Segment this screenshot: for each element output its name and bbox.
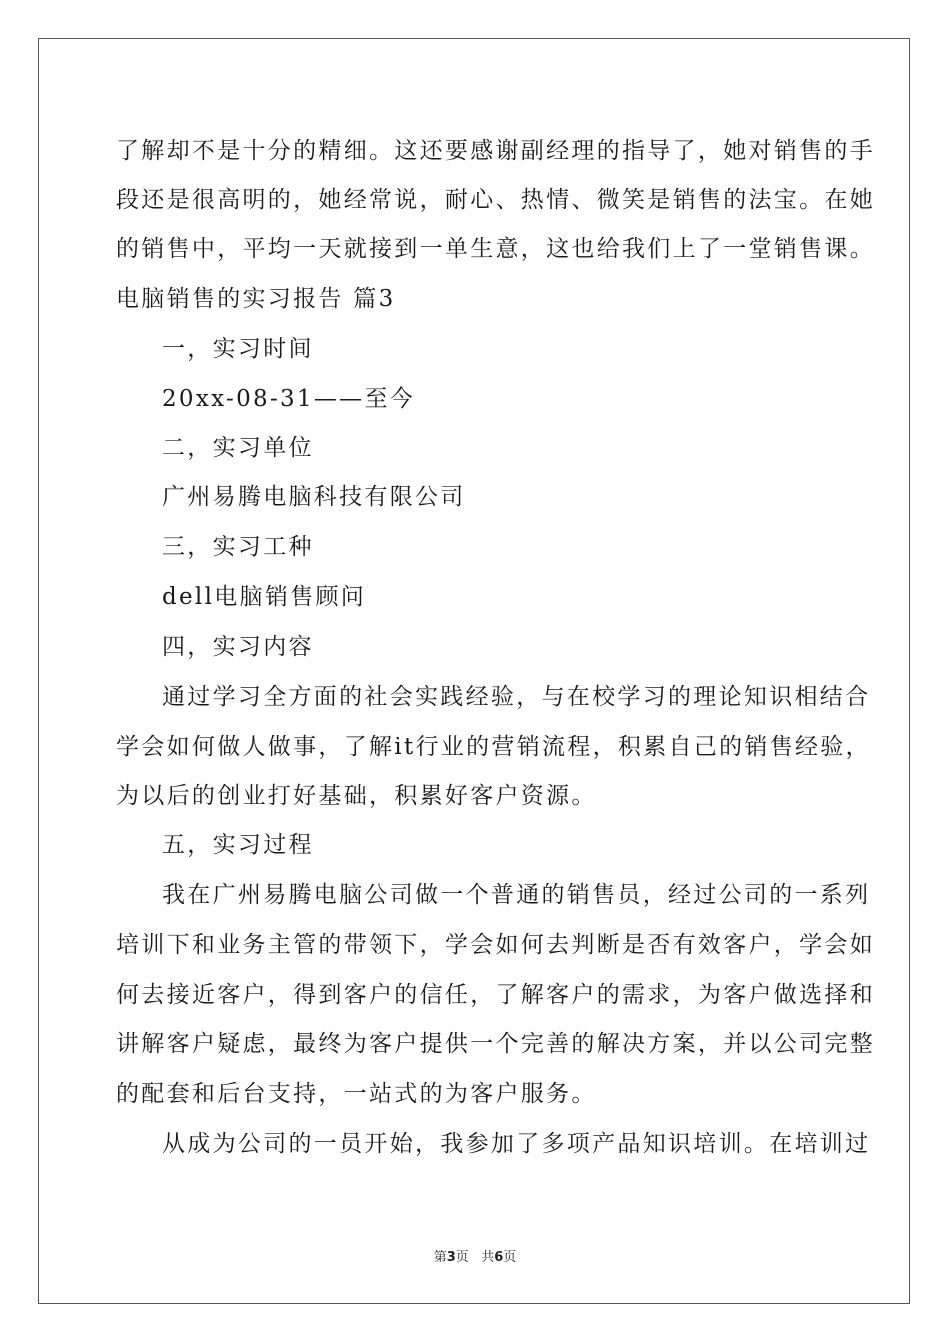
subheading: 三，实习工种 (162, 534, 314, 560)
body-text-line: 了解却不是十分的精细。这还要感谢副经理的指导了，她对销售的手 (116, 138, 875, 164)
body-text-line: 培训下和业务主管的带领下，学会如何去判断是否有效客户，学会如 (116, 932, 875, 958)
total-label-prefix: 共 (481, 1250, 495, 1265)
subheading: 一，实习时间 (162, 336, 314, 362)
body-text-line: 的销售中，平均一天就接到一单生意，这也给我们上了一堂销售课。 (116, 236, 875, 262)
body-text-line: 讲解客户疑虑，最终为客户提供一个完善的解决方案，并以公司完整 (116, 1031, 875, 1057)
page-label-prefix: 第 (433, 1250, 447, 1265)
body-text-line: 段还是很高明的，她经常说，耐心、热情、微笑是销售的法宝。在她 (116, 187, 875, 213)
page-footer (0, 1246, 950, 1265)
section-heading: 电脑销售的实习报告 篇3 (116, 286, 396, 312)
subheading: 二，实习单位 (162, 435, 314, 461)
total-label-suffix: 页 (503, 1250, 517, 1265)
page-label-suffix: 页 (455, 1250, 469, 1265)
subheading: 四，实习内容 (162, 634, 314, 660)
page-border (38, 38, 910, 1304)
body-text-line: 从成为公司的一员开始，我参加了多项产品知识培训。在培训过 (162, 1131, 871, 1157)
body-text-line: 通过学习全方面的社会实践经验，与在校学习的理论知识相结合 (162, 684, 871, 710)
total-pages: 6 (494, 1250, 504, 1265)
body-text-line: 广州易腾电脑科技有限公司 (162, 484, 466, 510)
body-text-line: 为以后的创业打好基础，积累好客户资源。 (116, 783, 597, 809)
page-number: 3 (446, 1250, 456, 1265)
body-text-line: dell电脑销售顾问 (162, 584, 367, 610)
body-text-line: 的配套和后台支持，一站式的为客户服务。 (116, 1081, 597, 1107)
body-text-line: 20xx-08-31——至今 (162, 386, 416, 412)
body-text-line: 我在广州易腾电脑公司做一个普通的销售员，经过公司的一系列 (162, 882, 871, 908)
body-text-line: 何去接近客户，得到客户的信任，了解客户的需求，为客户做选择和 (116, 982, 875, 1008)
body-text-line: 学会如何做人做事，了解it行业的营销流程，积累自己的销售经验， (116, 734, 871, 760)
subheading: 五，实习过程 (162, 832, 314, 858)
